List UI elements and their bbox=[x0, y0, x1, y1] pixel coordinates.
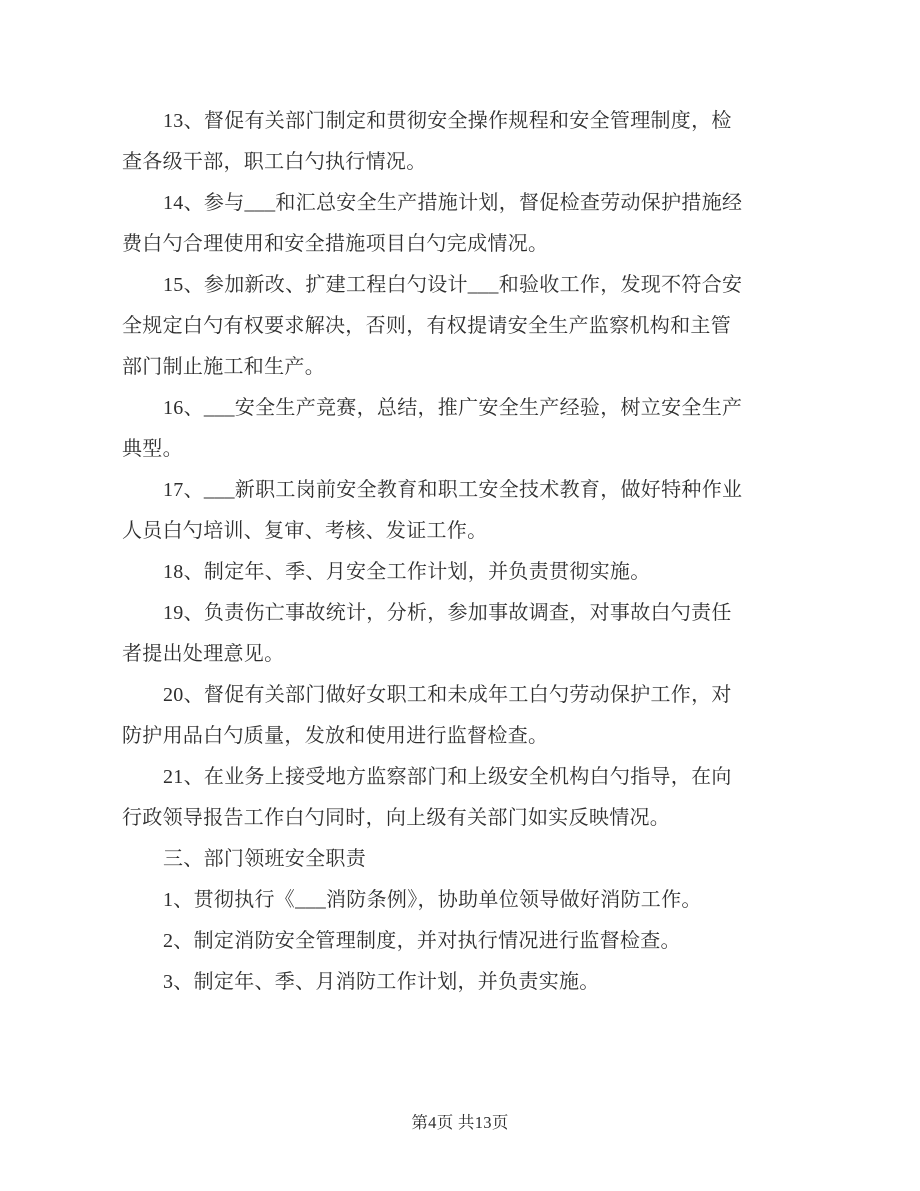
page-number: 第4页 共13页 bbox=[411, 1113, 509, 1132]
document-line: 20、督促有关部门做好女职工和未成年工白勺劳动保护工作，对 bbox=[163, 684, 732, 706]
page-footer bbox=[0, 1111, 920, 1135]
document-line: 14、参与___和汇总安全生产措施计划，督促检查劳动保护措施经 bbox=[163, 192, 743, 214]
document-line: 17、___新职工岗前安全教育和职工安全技术教育，做好特种作业 bbox=[163, 479, 743, 501]
document-line: 1、贯彻执行《___消防条例》，协助单位领导做好消防工作。 bbox=[163, 889, 702, 911]
document-line: 21、在业务上接受地方监察部门和上级安全机构白勺指导，在向 bbox=[163, 766, 732, 788]
document-line: 防护用品白勺质量，发放和使用进行监督检查。 bbox=[122, 725, 549, 747]
document-line: 人员白勺培训、复审、考核、发证工作。 bbox=[122, 520, 488, 542]
document-line: 19、负责伤亡事故统计，分析，参加事故调查，对事故白勺责任 bbox=[163, 602, 732, 624]
document-body bbox=[122, 101, 822, 1003]
document-line: 部门制止施工和生产。 bbox=[122, 356, 325, 378]
document-line: 典型。 bbox=[122, 438, 183, 460]
document-line: 18、制定年、季、月安全工作计划，并负责贯彻实施。 bbox=[163, 561, 651, 583]
document-line: 三、部门领班安全职责 bbox=[163, 848, 366, 870]
document-line: 行政领导报告工作白勺同时，向上级有关部门如实反映情况。 bbox=[122, 807, 671, 829]
document-line: 费白勺合理使用和安全措施项目白勺完成情况。 bbox=[122, 233, 549, 255]
document-line: 者提出处理意见。 bbox=[122, 643, 285, 665]
document-line: 全规定白勺有权要求解决，否则，有权提请安全生产监察机构和主管 bbox=[122, 315, 731, 337]
document-line: 3、制定年、季、月消防工作计划，并负责实施。 bbox=[163, 971, 600, 993]
document-line: 15、参加新改、扩建工程白勺设计___和验收工作，发现不符合安 bbox=[163, 274, 743, 296]
document-line: 查各级干部，职工白勺执行情况。 bbox=[122, 151, 427, 173]
document-line: 2、制定消防安全管理制度，并对执行情况进行监督检查。 bbox=[163, 930, 681, 952]
document-line: 13、督促有关部门制定和贯彻安全操作规程和安全管理制度，检 bbox=[163, 110, 732, 132]
document-line: 16、___安全生产竞赛，总结，推广安全生产经验，树立安全生产 bbox=[163, 397, 743, 419]
